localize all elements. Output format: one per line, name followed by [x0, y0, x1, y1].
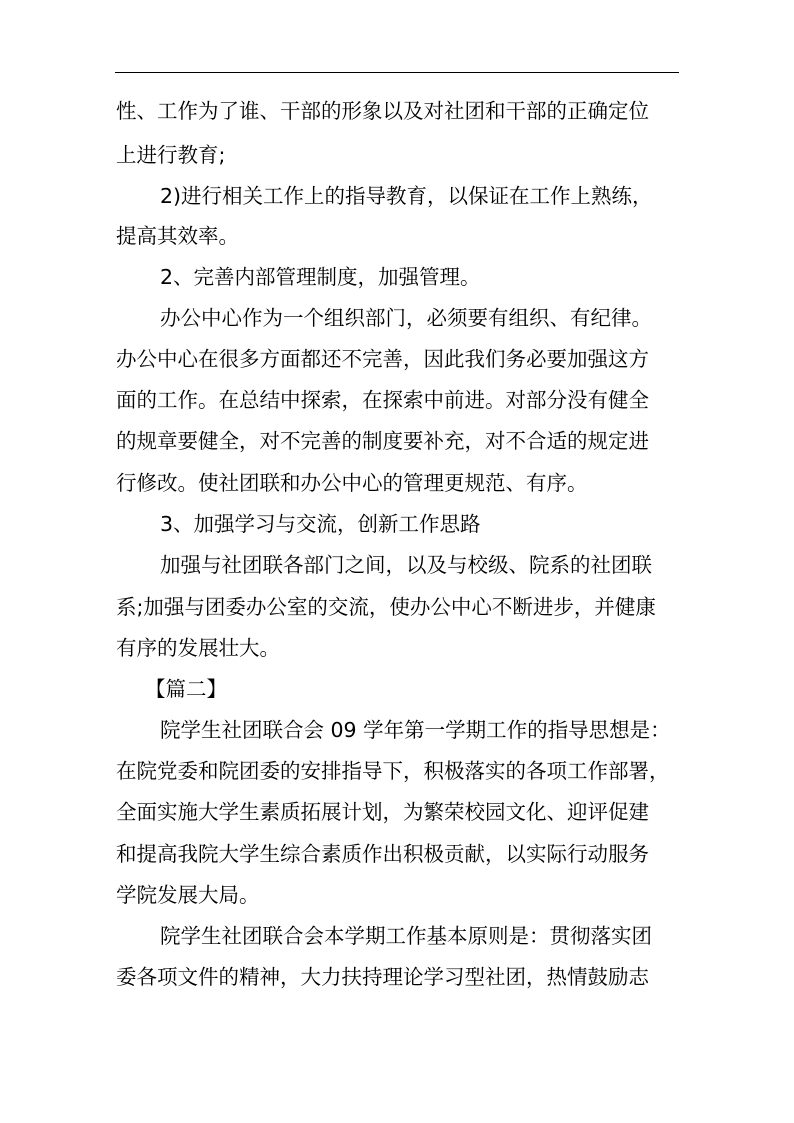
- text-line: 有序的发展壮大。: [116, 636, 280, 660]
- section-heading: 2、完善内部管理制度，加强管理。: [160, 265, 481, 289]
- text-line: 委各项文件的精神，大力扶持理论学习型社团，热情鼓励志: [116, 965, 649, 989]
- text-line: 全面实施大学生素质拓展计划，为繁荣校园文化、迎评促建: [116, 800, 649, 824]
- text-line: 加强与社团联各部门之间，以及与校级、院系的社团联: [160, 553, 652, 577]
- text-line: 行修改。使社团联和办公中心的管理更规范、有序。: [116, 471, 588, 495]
- text-line: 的规章要健全，对不完善的制度要补充，对不合适的规定进: [116, 429, 649, 453]
- text-line: 提高其效率。: [116, 224, 239, 248]
- text-line: 办公中心作为一个组织部门，必须要有组织、有纪律。: [160, 306, 652, 330]
- text-line: 上进行教育;: [116, 143, 226, 167]
- text-line: 院学生社团联合会本学期工作基本原则是：贯彻落实团: [160, 924, 652, 948]
- text-line: 系;加强与团委办公室的交流，使办公中心不断进步，并健康: [116, 595, 656, 619]
- text-line: 办公中心在很多方面都还不完善，因此我们务必要加强这方: [116, 347, 649, 371]
- text-line: 学院发展大局。: [116, 883, 260, 907]
- header-rule: [115, 72, 679, 73]
- text-line: 和提高我院大学生综合素质作出积极贡献，以实际行动服务: [116, 842, 649, 866]
- text-line: 性、工作为了谁、干部的形象以及对社团和干部的正确定位: [116, 99, 649, 123]
- section-heading: 3、加强学习与交流，创新工作思路: [160, 512, 481, 536]
- text-line: 2)进行相关工作上的指导教育，以保证在工作上熟练，: [160, 184, 653, 208]
- part-heading: 【篇二】: [145, 677, 227, 701]
- text-line: 面的工作。在总结中探索，在探索中前进。对部分没有健全: [116, 388, 649, 412]
- text-line: 院学生社团联合会 09 学年第一学期工作的指导思想是：: [160, 718, 671, 742]
- text-line: 在院党委和院团委的安排指导下，积极落实的各项工作部署，: [116, 759, 670, 783]
